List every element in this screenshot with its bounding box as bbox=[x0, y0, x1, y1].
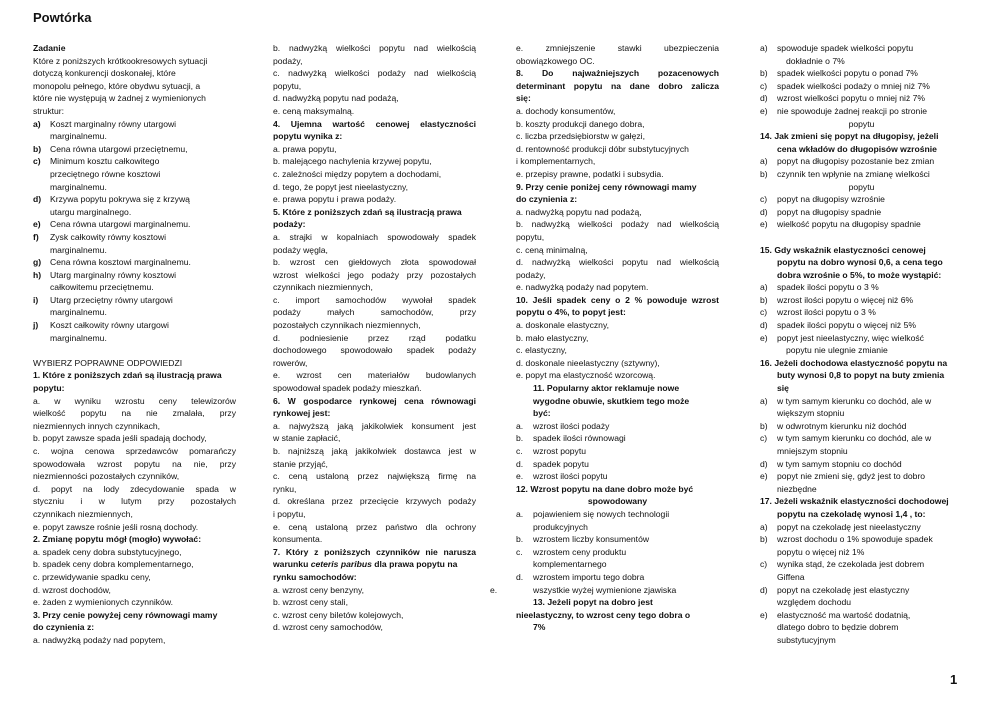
list-marker: e) bbox=[33, 219, 41, 230]
text-line: cena wkładów do długopisów wzrośnie bbox=[777, 143, 937, 154]
text-line: nieelastyczny, to wzrost ceny tego dobra o bbox=[516, 609, 691, 620]
text-line: b. spadek ceny dobra komplementarnego, bbox=[33, 559, 194, 570]
list-marker: h) bbox=[33, 269, 42, 280]
text-line: c. wojna cenowa sprzedawców pomarańczy bbox=[33, 446, 236, 456]
list-item-text: Cena równa utargowi przeciętnemu, bbox=[50, 143, 188, 154]
list-item-text: wzrostem liczby konsumentów bbox=[533, 534, 650, 545]
list-item-text: w tym samym kierunku co dochód, ale w bbox=[777, 395, 932, 406]
text-line: popytu, bbox=[516, 231, 545, 242]
list-item-text: wzrost ilości popytu o więcej niż 6% bbox=[777, 294, 914, 305]
list-item bbox=[33, 143, 236, 156]
text-line: a. strajki w kopalniach spowodowały spadek bbox=[273, 231, 476, 242]
text-line: czynnikach niezmiennych, bbox=[33, 508, 133, 519]
list-item bbox=[760, 42, 963, 55]
list-item-text: Cena równa kosztowi marginalnemu. bbox=[50, 257, 191, 268]
list-item-text: pojawieniem się nowych technologii bbox=[533, 508, 670, 519]
text-line: dokładnie o 7% bbox=[786, 55, 845, 66]
list-item bbox=[760, 584, 963, 597]
text-line: b. nadwyżką wielkości popytu nad wielkością bbox=[273, 43, 476, 53]
list-item-text: spadek ilości popytu o 3 % bbox=[777, 282, 879, 293]
text-line: podaży, bbox=[273, 55, 303, 66]
text-line: popytu bbox=[848, 118, 875, 129]
list-item-text: Cena równa utargowi marginalnemu. bbox=[50, 219, 191, 230]
list-item-text: Minimum kosztu całkowitego bbox=[50, 156, 160, 167]
list-marker: e) bbox=[760, 471, 768, 482]
text-line: determinant popytu na dane dobro zalicza bbox=[516, 80, 719, 91]
text-line: substytucyjnym bbox=[777, 634, 836, 645]
text-line: c. liczba przedsiębiorstw w gałęzi, bbox=[516, 131, 645, 142]
text-line: się: bbox=[516, 93, 531, 104]
text-line: WYBIERZ POPRAWNE ODPOWIEDZI bbox=[33, 357, 183, 368]
list-marker: b) bbox=[760, 534, 768, 545]
text-line: c. elastyczny, bbox=[516, 345, 567, 356]
list-marker: f) bbox=[33, 231, 39, 242]
list-item bbox=[516, 470, 719, 483]
text-line: c. ceną ustaloną przez największą firmę na bbox=[273, 471, 476, 482]
list-item bbox=[760, 533, 963, 546]
list-marker: d) bbox=[760, 320, 768, 331]
text-line: b. malejącego nachylenia krzywej popytu, bbox=[273, 156, 432, 167]
list-item-text: spadek ilości popytu o więcej niż 5% bbox=[777, 320, 917, 331]
list-marker: a) bbox=[760, 43, 768, 53]
text-line: b. wzrost cen giełdowych złota spowodował bbox=[273, 257, 476, 268]
list-item bbox=[760, 294, 963, 307]
text-line: d. popyt na lody zdecydowanie spada w bbox=[33, 483, 236, 494]
list-item bbox=[33, 193, 236, 206]
text-line: popytu o 4%, to popyt jest: bbox=[516, 307, 626, 318]
list-item bbox=[33, 231, 236, 244]
text-line: a. wzrost ceny benzyny, bbox=[273, 584, 365, 595]
text-line: a. dochody konsumentów, bbox=[516, 105, 616, 116]
text-line: przeciętnego równe kosztowi bbox=[50, 168, 161, 179]
text-line: utargu marginalnego. bbox=[50, 206, 132, 217]
list-marker: b) bbox=[33, 143, 42, 154]
text-line: e. ceną ustaloną przez państwo dla ochrony bbox=[273, 521, 476, 532]
text-line: c. nadwyżką wielkości podaży nad wielkością bbox=[273, 68, 476, 79]
text-line: b. nadwyżką wielkości podaży nad wielkością bbox=[516, 219, 719, 230]
list-item-text: czynnik ten wpłynie na zmianę wielkości bbox=[777, 168, 930, 179]
page-number: 1 bbox=[950, 672, 958, 687]
italic-term: ceteris paribus bbox=[310, 559, 372, 570]
text-line: spowodowała wzrost popytu na nie, przy bbox=[33, 458, 236, 469]
text-line: pozostałych czynnikach niezmiennych, bbox=[273, 320, 421, 331]
list-item bbox=[760, 432, 963, 445]
text-line: a. w wyniku wzrostu ceny telewizorów bbox=[33, 395, 236, 406]
text-line: być: bbox=[533, 408, 551, 419]
list-marker: e) bbox=[760, 105, 768, 116]
list-item-text: nie spowoduje żadnej reakcji po stronie bbox=[777, 105, 928, 116]
text-line: b. najniższą jaką jakikolwiek dostawca jest w bbox=[273, 446, 476, 456]
list-item-text: wielkość popytu na długopisy spadnie bbox=[777, 219, 921, 230]
text-line: popytu nie ulegnie zmianie bbox=[786, 345, 888, 356]
list-item bbox=[760, 80, 963, 93]
text-line: 10. Jeśli spadek ceny o 2 % powoduje wzrost bbox=[516, 294, 719, 305]
list-item-text: w tym samym stopniu co dochód bbox=[777, 458, 902, 469]
list-item bbox=[516, 571, 719, 584]
text-line: podaży węgla, bbox=[273, 244, 328, 255]
text-line: większym stopniu bbox=[777, 408, 845, 419]
list-item-text: wzrost popytu bbox=[533, 446, 587, 456]
list-item bbox=[33, 218, 236, 231]
list-item bbox=[516, 546, 719, 559]
text-line: Giffena bbox=[777, 571, 805, 582]
text-line: wzrost wielkości jego podaży przy pozostałych bbox=[273, 269, 476, 280]
text-line: a. nadwyżką podaży nad popytem, bbox=[33, 634, 166, 645]
list-item bbox=[760, 319, 963, 332]
text-line: struktur: bbox=[33, 105, 65, 116]
text-line: 17. Jeżeli wskaźnik elastyczności dochodowej bbox=[760, 496, 949, 507]
list-marker: c) bbox=[760, 194, 768, 205]
list-marker: a) bbox=[760, 521, 768, 532]
text-line: popytu na dobro wynosi 0,6, a cena tego bbox=[777, 257, 943, 268]
text-line: 16. Jeżeli dochodowa elastyczność popytu na bbox=[760, 357, 948, 368]
text-line: dobra wzrośnie o 5%, to może wystąpić: bbox=[777, 269, 942, 280]
text-line: styczniu i w lutym przy pozostałych bbox=[33, 496, 236, 507]
text-line: e. popyt ma elastyczność wzorcową. bbox=[516, 370, 656, 381]
text-line: dlatego dobro to będzie dobrem bbox=[777, 622, 899, 633]
list-item bbox=[516, 420, 719, 433]
text-line: całkowitemu przeciętnemu. bbox=[50, 282, 154, 293]
list-marker: c) bbox=[760, 559, 768, 570]
text-line: d. podniesienie przez rząd podatku bbox=[273, 332, 476, 343]
list-item-text: Utarg przeciętny równy utargowi bbox=[50, 294, 173, 305]
list-item-text: elastyczność ma wartość dodatnią, bbox=[777, 609, 911, 620]
text-line: e. nadwyżką podaży nad popytem. bbox=[516, 282, 649, 293]
list-item bbox=[760, 306, 963, 319]
list-item-text: spadek popytu bbox=[533, 458, 589, 469]
list-item bbox=[760, 558, 963, 571]
text-line: Zadanie bbox=[33, 43, 66, 53]
list-item bbox=[760, 458, 963, 471]
list-marker: c) bbox=[760, 307, 768, 318]
list-item-text: spadek wielkości popytu o ponad 7% bbox=[777, 68, 918, 79]
list-marker: e) bbox=[760, 332, 768, 343]
list-item bbox=[516, 445, 719, 458]
text-line: niezmienności pozostałych czynników, bbox=[33, 471, 180, 482]
text-line: popytu o więcej niż 1% bbox=[777, 546, 865, 557]
list-item-text: wzrostem ceny produktu bbox=[533, 546, 627, 557]
text-line: d. nadwyżką wielkości popytu nad wielkością bbox=[516, 257, 719, 268]
list-item-text: popyt na długopisy wzrośnie bbox=[777, 194, 885, 205]
list-item-text: w tym samym kierunku co dochód, ale w bbox=[777, 433, 932, 444]
list-marker: d) bbox=[760, 458, 768, 469]
list-marker: d) bbox=[33, 194, 42, 205]
list-marker: c) bbox=[760, 80, 768, 91]
list-marker: e) bbox=[760, 609, 768, 620]
list-marker: a) bbox=[760, 156, 768, 167]
text-line: d. nadwyżką popytu nad podażą, bbox=[273, 93, 399, 104]
text-line: e. wzrost cen materiałów budowlanych bbox=[273, 370, 476, 381]
list-item-text: wzrost wielkości popytu o mniej niż 7% bbox=[777, 93, 926, 104]
list-item-text: wzrost ilości popytu bbox=[533, 471, 608, 482]
text-line: 5. Które z poniższych zdań są ilustracją prawa bbox=[273, 206, 462, 217]
list-marker: j) bbox=[33, 320, 39, 331]
list-marker: d. bbox=[516, 571, 524, 582]
list-item-text: Koszt całkowity równy utargowi bbox=[50, 320, 169, 331]
list-marker: d) bbox=[760, 206, 768, 217]
list-item bbox=[760, 521, 963, 534]
list-item bbox=[760, 155, 963, 168]
text-line: i komplementarnych, bbox=[516, 156, 596, 167]
list-marker: b. bbox=[516, 534, 524, 545]
text-line: 13. Jeżeli popyt na dobro jest bbox=[533, 597, 653, 608]
text-line: w stanie zapłacić, bbox=[273, 433, 341, 444]
text-line: dotyczą konkurencji doskonałej, które bbox=[33, 68, 176, 79]
text-column-4 bbox=[760, 42, 963, 647]
list-item bbox=[33, 319, 236, 332]
list-item-text: wzrost ilości podaży bbox=[533, 420, 610, 431]
text-line: rynku, bbox=[273, 483, 297, 494]
list-item-text: Krzywa popytu pokrywa się z krzywą bbox=[50, 194, 190, 205]
text-line: 7. Który z poniższych czynników nie narusza bbox=[273, 546, 476, 557]
text-line: względem dochodu bbox=[777, 597, 852, 608]
list-item-text: spowoduje spadek wielkości popytu bbox=[777, 43, 914, 53]
text-line: do czynienia z: bbox=[516, 194, 578, 205]
blank-line bbox=[760, 231, 963, 244]
list-item bbox=[516, 533, 719, 546]
page-title: Powtórka bbox=[33, 10, 92, 25]
text-line: e. prawa popytu i prawa podaży. bbox=[273, 194, 397, 205]
list-item bbox=[33, 118, 236, 131]
text-line: 3. Przy cenie powyżej ceny równowagi mamy bbox=[33, 609, 218, 620]
text-line: e. popyt zawsze rośnie jeśli rosną dochody. bbox=[33, 521, 199, 532]
text-line: c. wzrost ceny biletów kolejowych, bbox=[273, 609, 404, 620]
list-marker: d. bbox=[516, 458, 524, 469]
list-item bbox=[516, 432, 719, 445]
text-line: 14. Jak zmieni się popyt na długopisy, jeżeli bbox=[760, 131, 939, 142]
text-line: 2. Zmianę popytu mógł (mogło) wywołać: bbox=[33, 534, 202, 545]
list-marker: d) bbox=[760, 584, 768, 595]
text-line: 8. Do najważniejszych pozacenowych bbox=[516, 68, 719, 79]
text-line: marginalnemu. bbox=[50, 244, 107, 255]
text-line: wygodne obuwie, skutkiem tego może bbox=[533, 395, 690, 406]
text-line: marginalnemu. bbox=[50, 307, 107, 318]
list-item-text: wzrost ilości popytu o 3 % bbox=[777, 307, 876, 318]
text-line: 9. Przy cenie poniżej ceny równowagi mamy bbox=[516, 181, 697, 192]
text-line: marginalnemu. bbox=[50, 131, 107, 142]
text-line: stanie przyjąć, bbox=[273, 458, 328, 469]
text-line: wielkość popytu na nie zmalała, przy bbox=[33, 408, 236, 419]
text-line: popytu: bbox=[33, 383, 65, 394]
text-line: 12. Wzrost popytu na dane dobro może być bbox=[516, 483, 694, 494]
text-line: się bbox=[777, 383, 789, 394]
list-item-text: popyt na czekoladę jest nieelastyczny bbox=[777, 521, 921, 532]
text-line: spowodowany bbox=[587, 496, 648, 507]
text-line: warunku ceteris paribus dla prawa popytu na bbox=[273, 559, 458, 570]
list-item bbox=[516, 508, 719, 521]
text-line: 15. Gdy wskaźnik elastyczności cenowej bbox=[760, 244, 926, 255]
list-item bbox=[760, 206, 963, 219]
list-marker: d) bbox=[760, 93, 768, 104]
list-item bbox=[760, 470, 963, 483]
list-item bbox=[760, 332, 963, 345]
text-line: niezmiennych innych czynnikach, bbox=[33, 420, 161, 431]
text-line: wszystkie wyżej wymienione zjawiska e. bbox=[490, 584, 677, 595]
text-line: monopolu pełnego, które obydwu sytuacji, a bbox=[33, 80, 201, 91]
list-item-text: Utarg marginalny równy kosztowi bbox=[50, 269, 177, 280]
text-line: a. doskonale elastyczny, bbox=[516, 320, 609, 331]
list-marker: e. bbox=[490, 584, 498, 595]
text-line: c. zależności między popytem a dochodami, bbox=[273, 168, 442, 179]
text-line: i popytu, bbox=[273, 508, 306, 519]
list-item bbox=[760, 609, 963, 622]
text-line: 7% bbox=[533, 622, 546, 633]
text-line: b. mało elastyczny, bbox=[516, 332, 589, 343]
text-line: konsumenta. bbox=[273, 534, 323, 545]
list-marker: b) bbox=[760, 294, 768, 305]
text-line: dochodowego spowodowało spadek podaży bbox=[273, 345, 476, 356]
text-line: popytu wynika z: bbox=[273, 131, 343, 142]
text-line: Które z poniższych krótkookresowych sytuacji bbox=[33, 55, 208, 66]
text-line: marginalnemu. bbox=[50, 332, 107, 343]
list-marker: c) bbox=[760, 433, 768, 444]
list-item-text: wynika stąd, że czekolada jest dobrem bbox=[777, 559, 925, 570]
list-item bbox=[33, 294, 236, 307]
list-item-text: popyt na czekoladę jest elastyczny bbox=[777, 584, 910, 595]
text-line: marginalnemu. bbox=[50, 181, 107, 192]
text-line: e. żaden z wymienionych czynników. bbox=[33, 597, 173, 608]
text-line: podaży małych samochodów, przy bbox=[273, 307, 476, 318]
list-item bbox=[33, 269, 236, 282]
list-marker: b) bbox=[760, 168, 768, 179]
text-line: mniejszym stopniu bbox=[777, 446, 848, 456]
list-marker: c) bbox=[33, 156, 41, 167]
list-item bbox=[760, 67, 963, 80]
list-marker: e. bbox=[516, 471, 524, 482]
text-column-2 bbox=[273, 42, 476, 634]
text-line: podaży: bbox=[273, 219, 306, 230]
list-marker: e) bbox=[760, 219, 768, 230]
text-line: a. nadwyżką popytu nad podażą, bbox=[516, 206, 642, 217]
list-item bbox=[33, 155, 236, 168]
text-line: podaży, bbox=[516, 269, 546, 280]
blank-line bbox=[33, 344, 236, 357]
text-line: c. ceną minimalną, bbox=[516, 244, 588, 255]
text-line: 1. Które z poniższych zdań są ilustracją prawa bbox=[33, 370, 222, 381]
text-line: d. określana przez przecięcie krzywych podaży bbox=[273, 496, 476, 507]
list-item bbox=[760, 218, 963, 231]
text-line: c. przewidywanie spadku ceny, bbox=[33, 571, 151, 582]
list-marker: b) bbox=[760, 68, 768, 79]
text-line: d. rentowność produkcji dóbr substytucyjnych bbox=[516, 143, 689, 154]
text-line: a. najwyższą jaką jakikolwiek konsument jest bbox=[273, 420, 476, 431]
text-line: popytu, bbox=[273, 80, 302, 91]
list-marker: b. bbox=[516, 433, 524, 444]
text-line: spowodował spadek podaży mieszkań. bbox=[273, 383, 422, 394]
list-marker: c. bbox=[516, 446, 523, 456]
text-column-1 bbox=[33, 42, 236, 647]
text-line: b. wzrost ceny stali, bbox=[273, 597, 348, 608]
list-item-text: popyt nie zmieni się, gdyż jest to dobro bbox=[777, 471, 926, 482]
text-line: popytu bbox=[848, 181, 875, 192]
text-line: d. wzrost dochodów, bbox=[33, 584, 111, 595]
text-line: produkcyjnych bbox=[533, 521, 588, 532]
list-item-text: Koszt marginalny równy utargowi bbox=[50, 118, 177, 129]
list-item-text: wzrost dochodu o 1% spowoduje spadek bbox=[777, 534, 933, 545]
text-line: 11. Popularny aktor reklamuje nowe bbox=[533, 383, 680, 394]
text-line: 6. W gospodarce rynkowej cena równowagi bbox=[273, 395, 476, 406]
text-line: c. import samochodów wywołał spadek bbox=[273, 294, 476, 305]
list-item bbox=[760, 395, 963, 408]
list-item-text: spadek wielkości podaży o mniej niż 7% bbox=[777, 80, 930, 91]
list-marker: c. bbox=[516, 546, 523, 557]
list-item-text: Zysk całkowity równy kosztowi bbox=[50, 231, 167, 242]
list-item bbox=[516, 458, 719, 471]
text-line: a. spadek ceny dobra substytucyjnego, bbox=[33, 546, 182, 557]
list-marker: g) bbox=[33, 257, 42, 268]
list-item-text: popyt na długopisy pozostanie bez zmian bbox=[777, 156, 935, 167]
text-line: 4. Ujemna wartość cenowej elastyczności bbox=[273, 118, 476, 129]
list-item bbox=[760, 92, 963, 105]
text-line: niezbędne bbox=[777, 483, 817, 494]
text-line: które nie występują w żadnej z wymienionych bbox=[33, 93, 206, 104]
text-line: popytu na czekoladę wynosi 1,4 , to: bbox=[777, 508, 926, 519]
list-item bbox=[760, 105, 963, 118]
list-marker: a. bbox=[516, 508, 524, 519]
text-line: rynku samochodów: bbox=[273, 571, 357, 582]
list-item-text: popyt na długopisy spadnie bbox=[777, 206, 882, 217]
list-item bbox=[760, 193, 963, 206]
text-line: a. prawa popytu, bbox=[273, 143, 337, 154]
list-marker: a) bbox=[760, 282, 768, 293]
text-line: rynkowej jest: bbox=[273, 408, 331, 419]
text-line: buty wynosi 0,8 to popyt na buty zmienia bbox=[777, 370, 945, 381]
text-line: b. koszty produkcji danego dobra, bbox=[516, 118, 645, 129]
text-line: e. przepisy prawne, podatki i subsydia. bbox=[516, 168, 664, 179]
list-item bbox=[33, 256, 236, 269]
text-line: e. zmniejszenie stawki ubezpieczenia bbox=[516, 43, 719, 53]
text-line: e. ceną maksymalną. bbox=[273, 105, 355, 116]
text-line: rowerów, bbox=[273, 357, 308, 368]
text-line: d. doskonale nieelastyczny (sztywny), bbox=[516, 357, 660, 368]
list-item bbox=[760, 420, 963, 433]
text-line: d. wzrost ceny samochodów, bbox=[273, 622, 383, 633]
list-item-text: w odwrotnym kierunku niż dochód bbox=[777, 420, 907, 431]
list-marker: a. bbox=[516, 420, 524, 431]
list-item bbox=[760, 168, 963, 181]
list-marker: a) bbox=[760, 395, 768, 406]
text-line: komplementarnego bbox=[533, 559, 607, 570]
text-line: d. tego, że popyt jest nieelastyczny, bbox=[273, 181, 409, 192]
text-line: czynnikach niezmiennych, bbox=[273, 282, 373, 293]
list-item bbox=[760, 281, 963, 294]
list-item-text: spadek ilości równowagi bbox=[533, 433, 626, 444]
text-line: obowiązkowego OC. bbox=[516, 55, 595, 66]
text-column-3 bbox=[490, 42, 719, 634]
list-item-text: popyt jest nieelastyczny, więc wielkość bbox=[777, 332, 924, 343]
list-marker: b) bbox=[760, 420, 768, 431]
list-item-text: wzrostem importu tego dobra bbox=[533, 571, 645, 582]
text-line: b. popyt zawsze spada jeśli spadają dochody, bbox=[33, 433, 207, 444]
list-marker: a) bbox=[33, 118, 41, 129]
text-line: do czynienia z: bbox=[33, 622, 95, 633]
list-marker: i) bbox=[33, 294, 39, 305]
